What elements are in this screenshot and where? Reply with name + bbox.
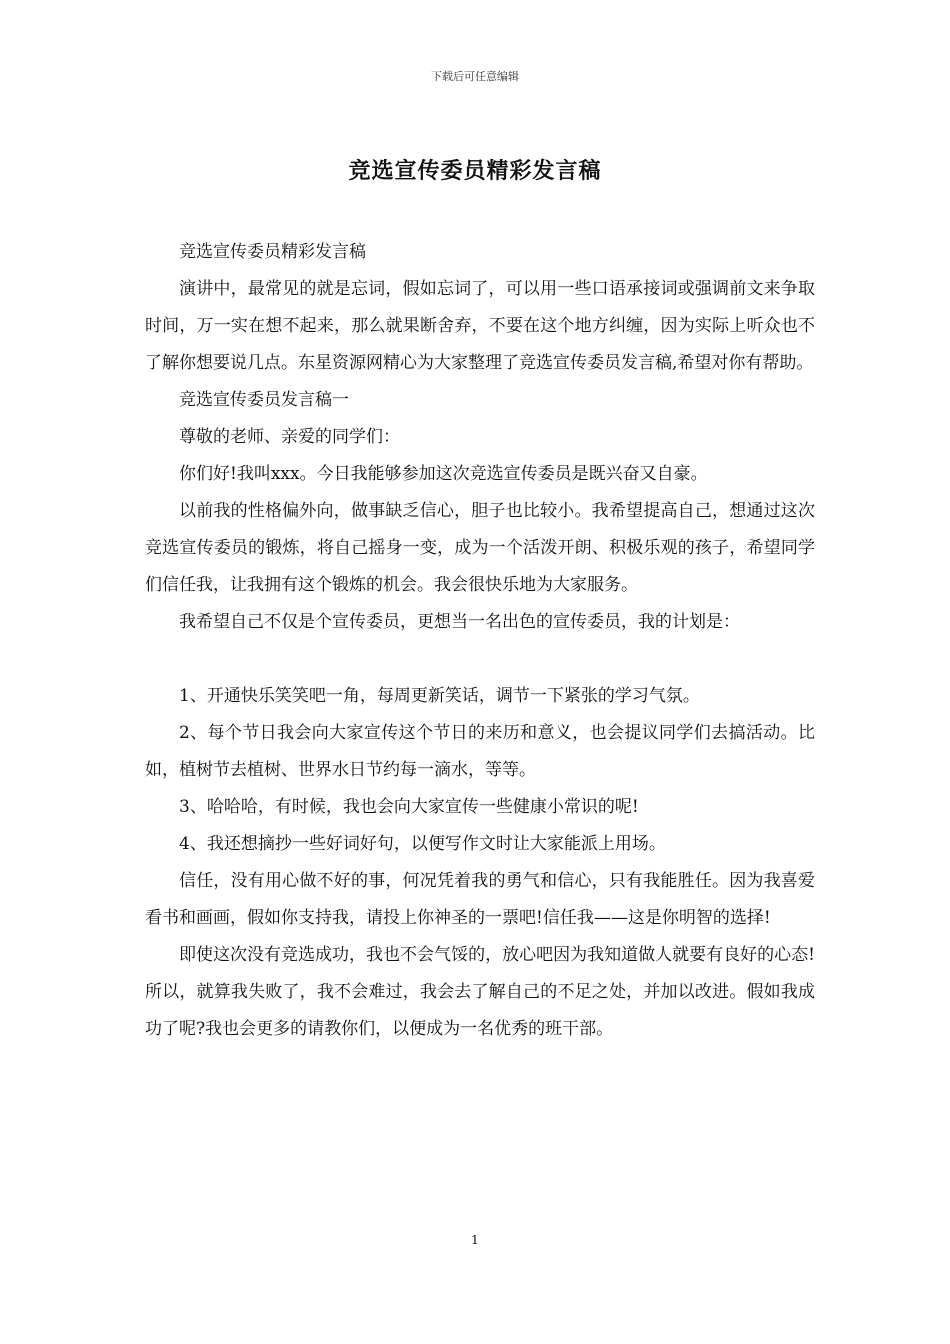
plan-item-1: 1、开通快乐笑笑吧一角，每周更新笑话，调节一下紧张的学习气氛。 [179,686,700,706]
plan-item-4: 4、我还想摘抄一些好词好句，以便写作文时让大家能派上用场。 [179,834,666,854]
paragraph-subtitle: 竞选宣传委员精彩发言稿 [179,242,366,262]
document-title: 竞选宣传委员精彩发言稿 [348,158,602,184]
paragraph-plan-intro: 我希望自己不仅是个宣传委员，更想当一名出色的宣传委员，我的计划是： [179,612,740,632]
plan-item-2: 2、每个节日我会向大家宣传这个节日的来历和意义，也会提议同学们去搞活动。比如，植树节去植树、世界水日节约每一滴水，等等。 [145,723,815,780]
header-note: 下载后可任意编辑 [431,70,519,83]
paragraph-section-heading: 竞选宣传委员发言稿一 [179,390,349,410]
plan-item-3: 3、哈哈哈，有时候，我也会向大家宣传一些健康小常识的呢! [179,797,639,817]
document-body [145,234,815,1048]
paragraph-salutation: 尊敬的老师、亲爱的同学们： [179,427,400,447]
page-number: 1 [471,1233,479,1247]
paragraph-trust: 信任，没有用心做不好的事，何况凭着我的勇气和信心，只有我能胜任。因为我喜爱看书和画画，假如你支持我，请投上你神圣的一票吧!信任我——这是你明智的选择! [145,871,815,928]
paragraph-greeting: 你们好!我叫xxx。今日我能够参加这次竞选宣传委员是既兴奋又自豪。 [179,464,708,484]
paragraph-self-description: 以前我的性格偏外向，做事缺乏信心，胆子也比较小。我希望提高自己，想通过这次竞选宣传委员的锻炼，将自己摇身一变，成为一个活泼开朗、积极乐观的孩子，希望同学们信任我，让我拥有这个锻炼的机会。我会很快乐地为大家服务。 [145,501,815,595]
paragraph-closing: 即使这次没有竞选成功，我也不会气馁的，放心吧因为我知道做人就要有良好的心态!所以，就算我失败了，我不会难过，我会去了解自己的不足之处，并加以改进。假如我成功了呢?我也会更多的请教你们，以便成为一名优秀的班干部。 [145,945,815,1039]
paragraph-intro: 演讲中，最常见的就是忘词，假如忘词了，可以用一些口语承接词或强调前文来争取时间，万一实在想不起来，那么就果断舍弃，不要在这个地方纠缠，因为实际上听众也不了解你想要说几点。东星资源网精心为大家整理了竞选宣传委员发言稿,希望对你有帮助。 [145,279,815,373]
